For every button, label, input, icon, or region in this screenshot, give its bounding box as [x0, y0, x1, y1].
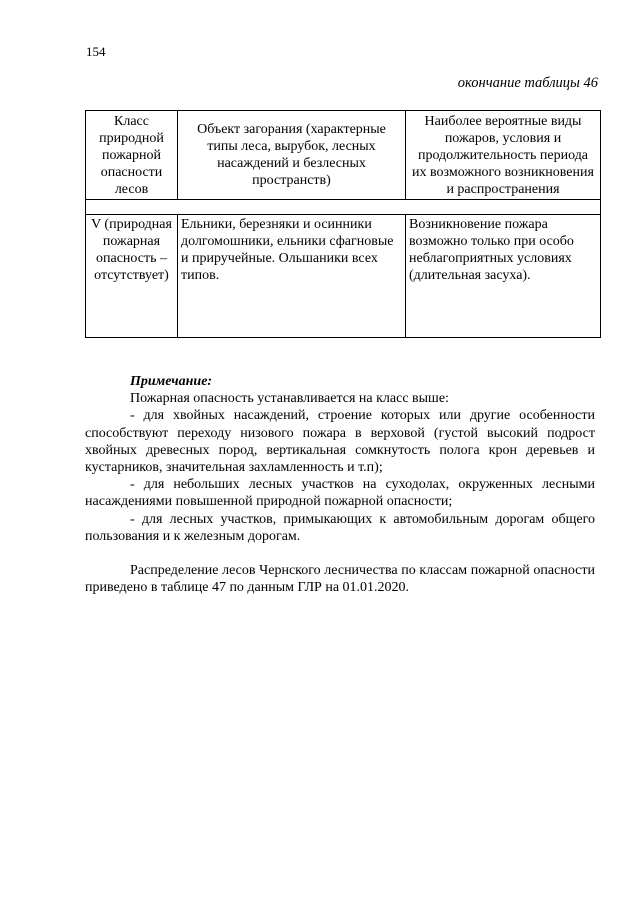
fire-danger-table	[85, 110, 601, 338]
spacer-cell	[86, 200, 601, 215]
cell-objects: Ельники, березняки и осинники долгомошники, ельники сфагновые и приручейные. Ольшаники всех типов.	[178, 215, 406, 338]
table-spacer-row	[86, 200, 601, 215]
table-caption: окончание таблицы 46	[457, 75, 598, 91]
cell-conditions: Возникновение пожара возможно только при особо неблагоприятных условиях (длительная засуха).	[406, 215, 601, 338]
note-intro: Пожарная опасность устанавливается на класс выше:	[130, 391, 449, 407]
header-class: Класс природной пожарной опасности лесов	[86, 111, 178, 200]
page-number: 154	[86, 44, 106, 59]
table-header-row	[86, 111, 601, 200]
table-row	[86, 215, 601, 338]
note-item-2: - для небольших лесных участков на суходолах, окруженных лесными насаждениями повышенной природной пожарной опасности;	[85, 477, 595, 510]
note-section	[85, 373, 595, 596]
note-title: Примечание:	[130, 374, 213, 389]
header-object: Объект загорания (характерные типы леса, вырубок, лесных насаждений и безлесных пространств)	[178, 111, 406, 200]
note-item-1: - для хвойных насаждений, строение которых или другие особенности способствуют переходу низового пожара в верховой (густой высокий подрост хвойных древесных пород, вертикальная сомкнутость полога крон деревьев и кустарников, значительная захламленность и т.п);	[85, 408, 595, 476]
note-item-3: - для лесных участков, примыкающих к автомобильным дорогам общего пользования и к железным дорогам.	[85, 511, 595, 544]
header-conditions: Наиболее вероятные виды пожаров, условия и продолжительность периода их возможного возникновения и распространения	[406, 111, 601, 200]
cell-class: V (природная пожарная опасность – отсутствует)	[86, 215, 178, 338]
closing-paragraph: Распределение лесов Чернского лесничества по классам пожарной опасности приведено в таблице 47 по данным ГЛР на 01.01.2020.	[85, 563, 595, 596]
